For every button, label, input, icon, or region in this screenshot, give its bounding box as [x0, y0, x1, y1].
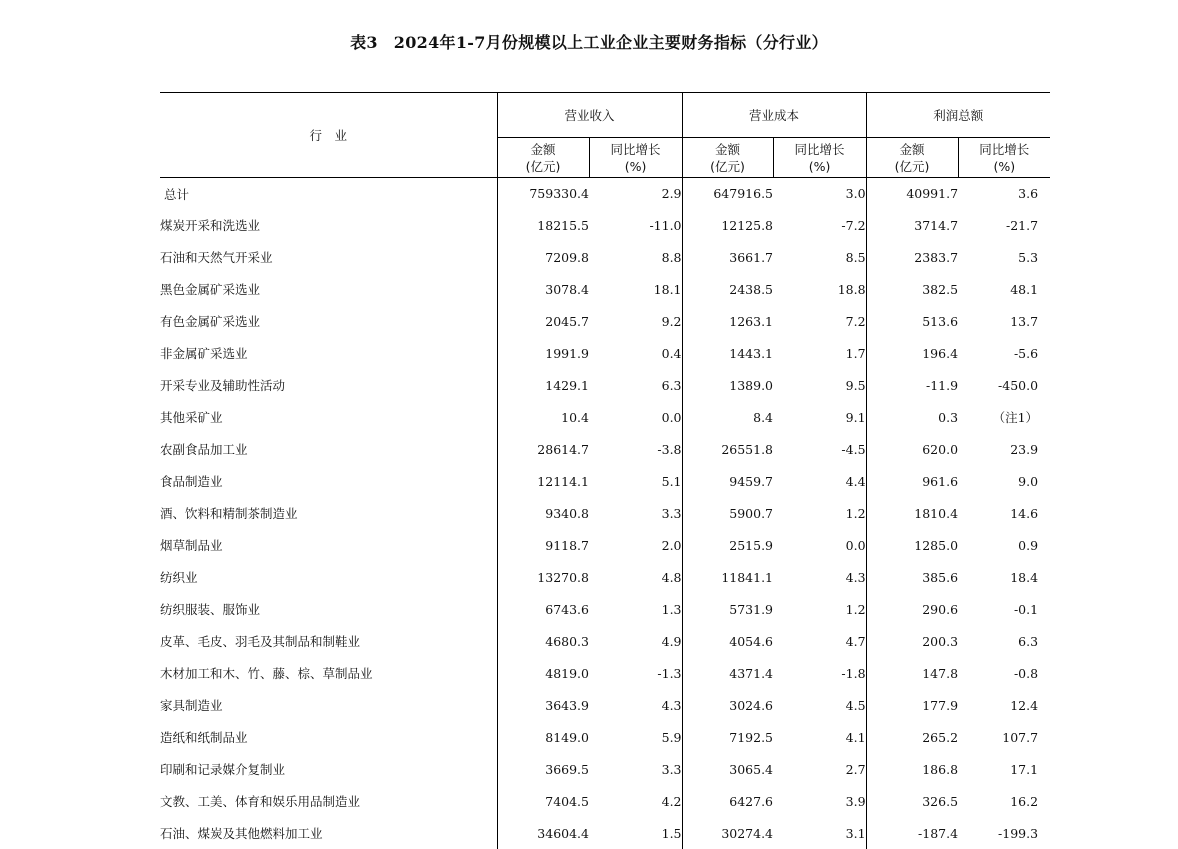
revenue-amount: 7404.5: [497, 785, 589, 817]
revenue-amount: 12114.1: [497, 465, 589, 497]
profit-amount: 326.5: [866, 785, 958, 817]
profit-amount: 513.6: [866, 305, 958, 337]
revenue-amount: 4819.0: [497, 657, 589, 689]
industry-name: 石油和天然气开采业: [160, 250, 273, 265]
industry-header: 行 业: [160, 93, 497, 178]
industry-name: 有色金属矿采选业: [160, 314, 261, 329]
profit-growth: -21.7: [1005, 217, 1039, 233]
profit-amount: 1285.0: [866, 529, 958, 561]
profit-growth: 48.1: [1010, 281, 1039, 297]
profit-group-header: 利润总额: [866, 93, 1050, 138]
revenue-growth-header: 同比增长 (%): [589, 138, 682, 178]
table-row: [160, 209, 1050, 241]
revenue-amount: 9118.7: [497, 529, 589, 561]
cost-amount: 3065.4: [682, 753, 773, 785]
profit-growth: 18.4: [1010, 569, 1039, 585]
cost-growth: 9.5: [845, 377, 866, 393]
industry-name: 印刷和记录媒介复制业: [160, 762, 286, 777]
profit-amount: 196.4: [866, 337, 958, 369]
cost-amount-header: 金额 (亿元): [682, 138, 773, 178]
table-row: [160, 305, 1050, 337]
table-number: 表3: [350, 33, 378, 52]
revenue-amount: 1991.9: [497, 337, 589, 369]
revenue-growth: 4.2: [661, 793, 682, 809]
cost-group-header: 营业成本: [682, 93, 866, 138]
table-row: [160, 625, 1050, 657]
revenue-amount: 10.4: [497, 401, 589, 433]
revenue-group-header: 营业收入: [497, 93, 682, 138]
profit-amount: 177.9: [866, 689, 958, 721]
industry-name: 农副食品加工业: [160, 442, 248, 457]
profit-growth: 5.3: [1018, 249, 1039, 265]
profit-amount: -187.4: [866, 817, 958, 849]
table-row: [160, 369, 1050, 401]
table-row: [160, 401, 1050, 433]
revenue-amount: 3078.4: [497, 273, 589, 305]
cost-amount: 2515.9: [682, 529, 773, 561]
revenue-amount: 7209.8: [497, 241, 589, 273]
table-row: [160, 273, 1050, 305]
profit-growth: 6.3: [1018, 633, 1039, 649]
cost-growth: 18.8: [837, 281, 866, 297]
cost-amount: 3661.7: [682, 241, 773, 273]
cost-growth-header: 同比增长 (%): [773, 138, 866, 178]
cost-growth: -1.8: [841, 665, 866, 681]
revenue-amount: 13270.8: [497, 561, 589, 593]
cost-amount: 5731.9: [682, 593, 773, 625]
industry-name: 石油、煤炭及其他燃料加工业: [160, 826, 323, 841]
cost-growth: 1.2: [845, 505, 866, 521]
profit-amount: 2383.7: [866, 241, 958, 273]
revenue-growth: 1.5: [661, 825, 682, 841]
cost-growth: 3.1: [845, 825, 866, 841]
cost-growth: 3.9: [845, 793, 866, 809]
industry-name: 黑色金属矿采选业: [160, 282, 261, 297]
revenue-growth: 3.3: [661, 505, 682, 521]
table-row: [160, 561, 1050, 593]
cost-growth: 4.1: [845, 729, 866, 745]
cost-growth: 4.3: [845, 569, 866, 585]
revenue-amount: 34604.4: [497, 817, 589, 849]
cost-amount: 5900.7: [682, 497, 773, 529]
profit-amount: 1810.4: [866, 497, 958, 529]
table-row: [160, 593, 1050, 625]
cost-amount: 6427.6: [682, 785, 773, 817]
profit-amount: 385.6: [866, 561, 958, 593]
profit-amount: 40991.7: [866, 178, 958, 210]
revenue-amount: 18215.5: [497, 209, 589, 241]
cost-amount: 30274.4: [682, 817, 773, 849]
cost-amount: 1443.1: [682, 337, 773, 369]
table-row: [160, 817, 1050, 849]
industry-name: 其他采矿业: [160, 410, 223, 425]
profit-growth: -0.1: [1013, 601, 1039, 617]
revenue-growth: 3.3: [661, 761, 682, 777]
profit-growth: 17.1: [1010, 761, 1039, 777]
revenue-growth: 2.0: [661, 537, 682, 553]
revenue-amount: 1429.1: [497, 369, 589, 401]
cost-amount: 9459.7: [682, 465, 773, 497]
revenue-growth: 5.1: [661, 473, 682, 489]
profit-growth: -199.3: [998, 825, 1039, 841]
industry-name: 烟草制品业: [160, 538, 223, 553]
profit-growth-note: （注1）: [992, 410, 1039, 425]
profit-growth: 107.7: [1002, 729, 1039, 745]
financial-indicators-table: [160, 92, 1050, 849]
cost-amount: 7192.5: [682, 721, 773, 753]
profit-amount: 200.3: [866, 625, 958, 657]
revenue-growth: 1.3: [661, 601, 682, 617]
table-row: [160, 689, 1050, 721]
cost-amount: 1263.1: [682, 305, 773, 337]
revenue-growth: 5.9: [661, 729, 682, 745]
cost-growth: -7.2: [841, 217, 866, 233]
revenue-amount: 8149.0: [497, 721, 589, 753]
industry-name: 文教、工美、体育和娱乐用品制造业: [160, 794, 361, 809]
table-row: [160, 241, 1050, 273]
cost-growth: 1.2: [845, 601, 866, 617]
industry-name: 开采专业及辅助性活动: [160, 378, 286, 393]
revenue-growth: 0.4: [661, 345, 682, 361]
cost-amount: 647916.5: [682, 178, 773, 210]
cost-growth: 4.4: [845, 473, 866, 489]
profit-growth: 23.9: [1010, 441, 1039, 457]
cost-amount: 12125.8: [682, 209, 773, 241]
profit-growth-header: 同比增长 (%): [958, 138, 1050, 178]
industry-name: 皮革、毛皮、羽毛及其制品和制鞋业: [160, 634, 361, 649]
industry-name: 木材加工和木、竹、藤、棕、草制品业: [160, 666, 373, 681]
revenue-amount-header: 金额 (亿元): [497, 138, 589, 178]
table-row: [160, 433, 1050, 465]
profit-amount: 961.6: [866, 465, 958, 497]
cost-growth: 4.7: [845, 633, 866, 649]
revenue-growth: -3.8: [657, 441, 682, 457]
revenue-growth: 4.3: [661, 697, 682, 713]
industry-name: 家具制造业: [160, 698, 223, 713]
cost-growth: 1.7: [845, 345, 866, 361]
profit-amount: 290.6: [866, 593, 958, 625]
industry-name: 非金属矿采选业: [160, 346, 248, 361]
cost-growth: 3.0: [845, 186, 866, 201]
industry-name: 纺织业: [160, 570, 198, 585]
profit-amount: 3714.7: [866, 209, 958, 241]
revenue-amount: 28614.7: [497, 433, 589, 465]
revenue-growth: -11.0: [649, 217, 682, 233]
table-row: [160, 657, 1050, 689]
cost-amount: 11841.1: [682, 561, 773, 593]
profit-growth: -0.8: [1013, 665, 1039, 681]
table-row: [160, 465, 1050, 497]
cost-amount: 8.4: [682, 401, 773, 433]
revenue-growth: 4.8: [661, 569, 682, 585]
profit-growth: 14.6: [1010, 505, 1039, 521]
revenue-growth: 2.9: [661, 186, 682, 201]
profit-amount: 186.8: [866, 753, 958, 785]
revenue-growth: 0.0: [661, 409, 682, 425]
profit-amount-header: 金额 (亿元): [866, 138, 958, 178]
profit-amount: 382.5: [866, 273, 958, 305]
table-row: [160, 721, 1050, 753]
profit-growth: -450.0: [998, 377, 1039, 393]
revenue-amount: 9340.8: [497, 497, 589, 529]
cost-growth: -4.5: [841, 441, 866, 457]
cost-amount: 3024.6: [682, 689, 773, 721]
cost-amount: 1389.0: [682, 369, 773, 401]
revenue-amount: 6743.6: [497, 593, 589, 625]
profit-growth: 16.2: [1010, 793, 1039, 809]
revenue-growth: -1.3: [657, 665, 682, 681]
profit-growth: 9.0: [1018, 473, 1039, 489]
table-title-text: 2024年1-7月份规模以上工业企业主要财务指标（分行业）: [393, 33, 828, 52]
industry-name: 总计: [164, 186, 190, 202]
revenue-growth: 8.8: [661, 249, 682, 265]
cost-growth: 9.1: [845, 409, 866, 425]
industry-name: 纺织服装、服饰业: [160, 602, 261, 617]
table-row-total: [160, 178, 1050, 210]
revenue-growth: 18.1: [653, 281, 682, 297]
profit-growth: -5.6: [1013, 345, 1039, 361]
industry-name: 酒、饮料和精制茶制造业: [160, 506, 298, 521]
revenue-amount: 759330.4: [497, 178, 589, 210]
profit-amount: 147.8: [866, 657, 958, 689]
cost-growth: 0.0: [845, 537, 866, 553]
industry-name: 食品制造业: [160, 474, 223, 489]
cost-growth: 8.5: [845, 249, 866, 265]
cost-growth: 7.2: [845, 313, 866, 329]
revenue-growth: 6.3: [661, 377, 682, 393]
profit-amount: 265.2: [866, 721, 958, 753]
profit-growth: 13.7: [1010, 313, 1039, 329]
cost-growth: 2.7: [845, 761, 866, 777]
revenue-growth: 9.2: [661, 313, 682, 329]
cost-amount: 26551.8: [682, 433, 773, 465]
table-row: [160, 785, 1050, 817]
revenue-amount: 2045.7: [497, 305, 589, 337]
revenue-amount: 4680.3: [497, 625, 589, 657]
table-row: [160, 753, 1050, 785]
industry-name: 煤炭开采和洗选业: [160, 218, 261, 233]
profit-growth: 12.4: [1010, 697, 1039, 713]
revenue-amount: 3669.5: [497, 753, 589, 785]
table-row: [160, 497, 1050, 529]
cost-amount: 2438.5: [682, 273, 773, 305]
revenue-growth: 4.9: [661, 633, 682, 649]
cost-growth: 4.5: [845, 697, 866, 713]
industry-name: 造纸和纸制品业: [160, 730, 248, 745]
profit-amount: -11.9: [866, 369, 958, 401]
page-title: [0, 30, 1178, 53]
table-row: [160, 337, 1050, 369]
cost-amount: 4054.6: [682, 625, 773, 657]
profit-growth: 3.6: [1018, 186, 1039, 201]
profit-growth: 0.9: [1018, 537, 1039, 553]
cost-amount: 4371.4: [682, 657, 773, 689]
profit-amount: 620.0: [866, 433, 958, 465]
table-row: [160, 529, 1050, 561]
profit-amount: 0.3: [866, 401, 958, 433]
revenue-amount: 3643.9: [497, 689, 589, 721]
